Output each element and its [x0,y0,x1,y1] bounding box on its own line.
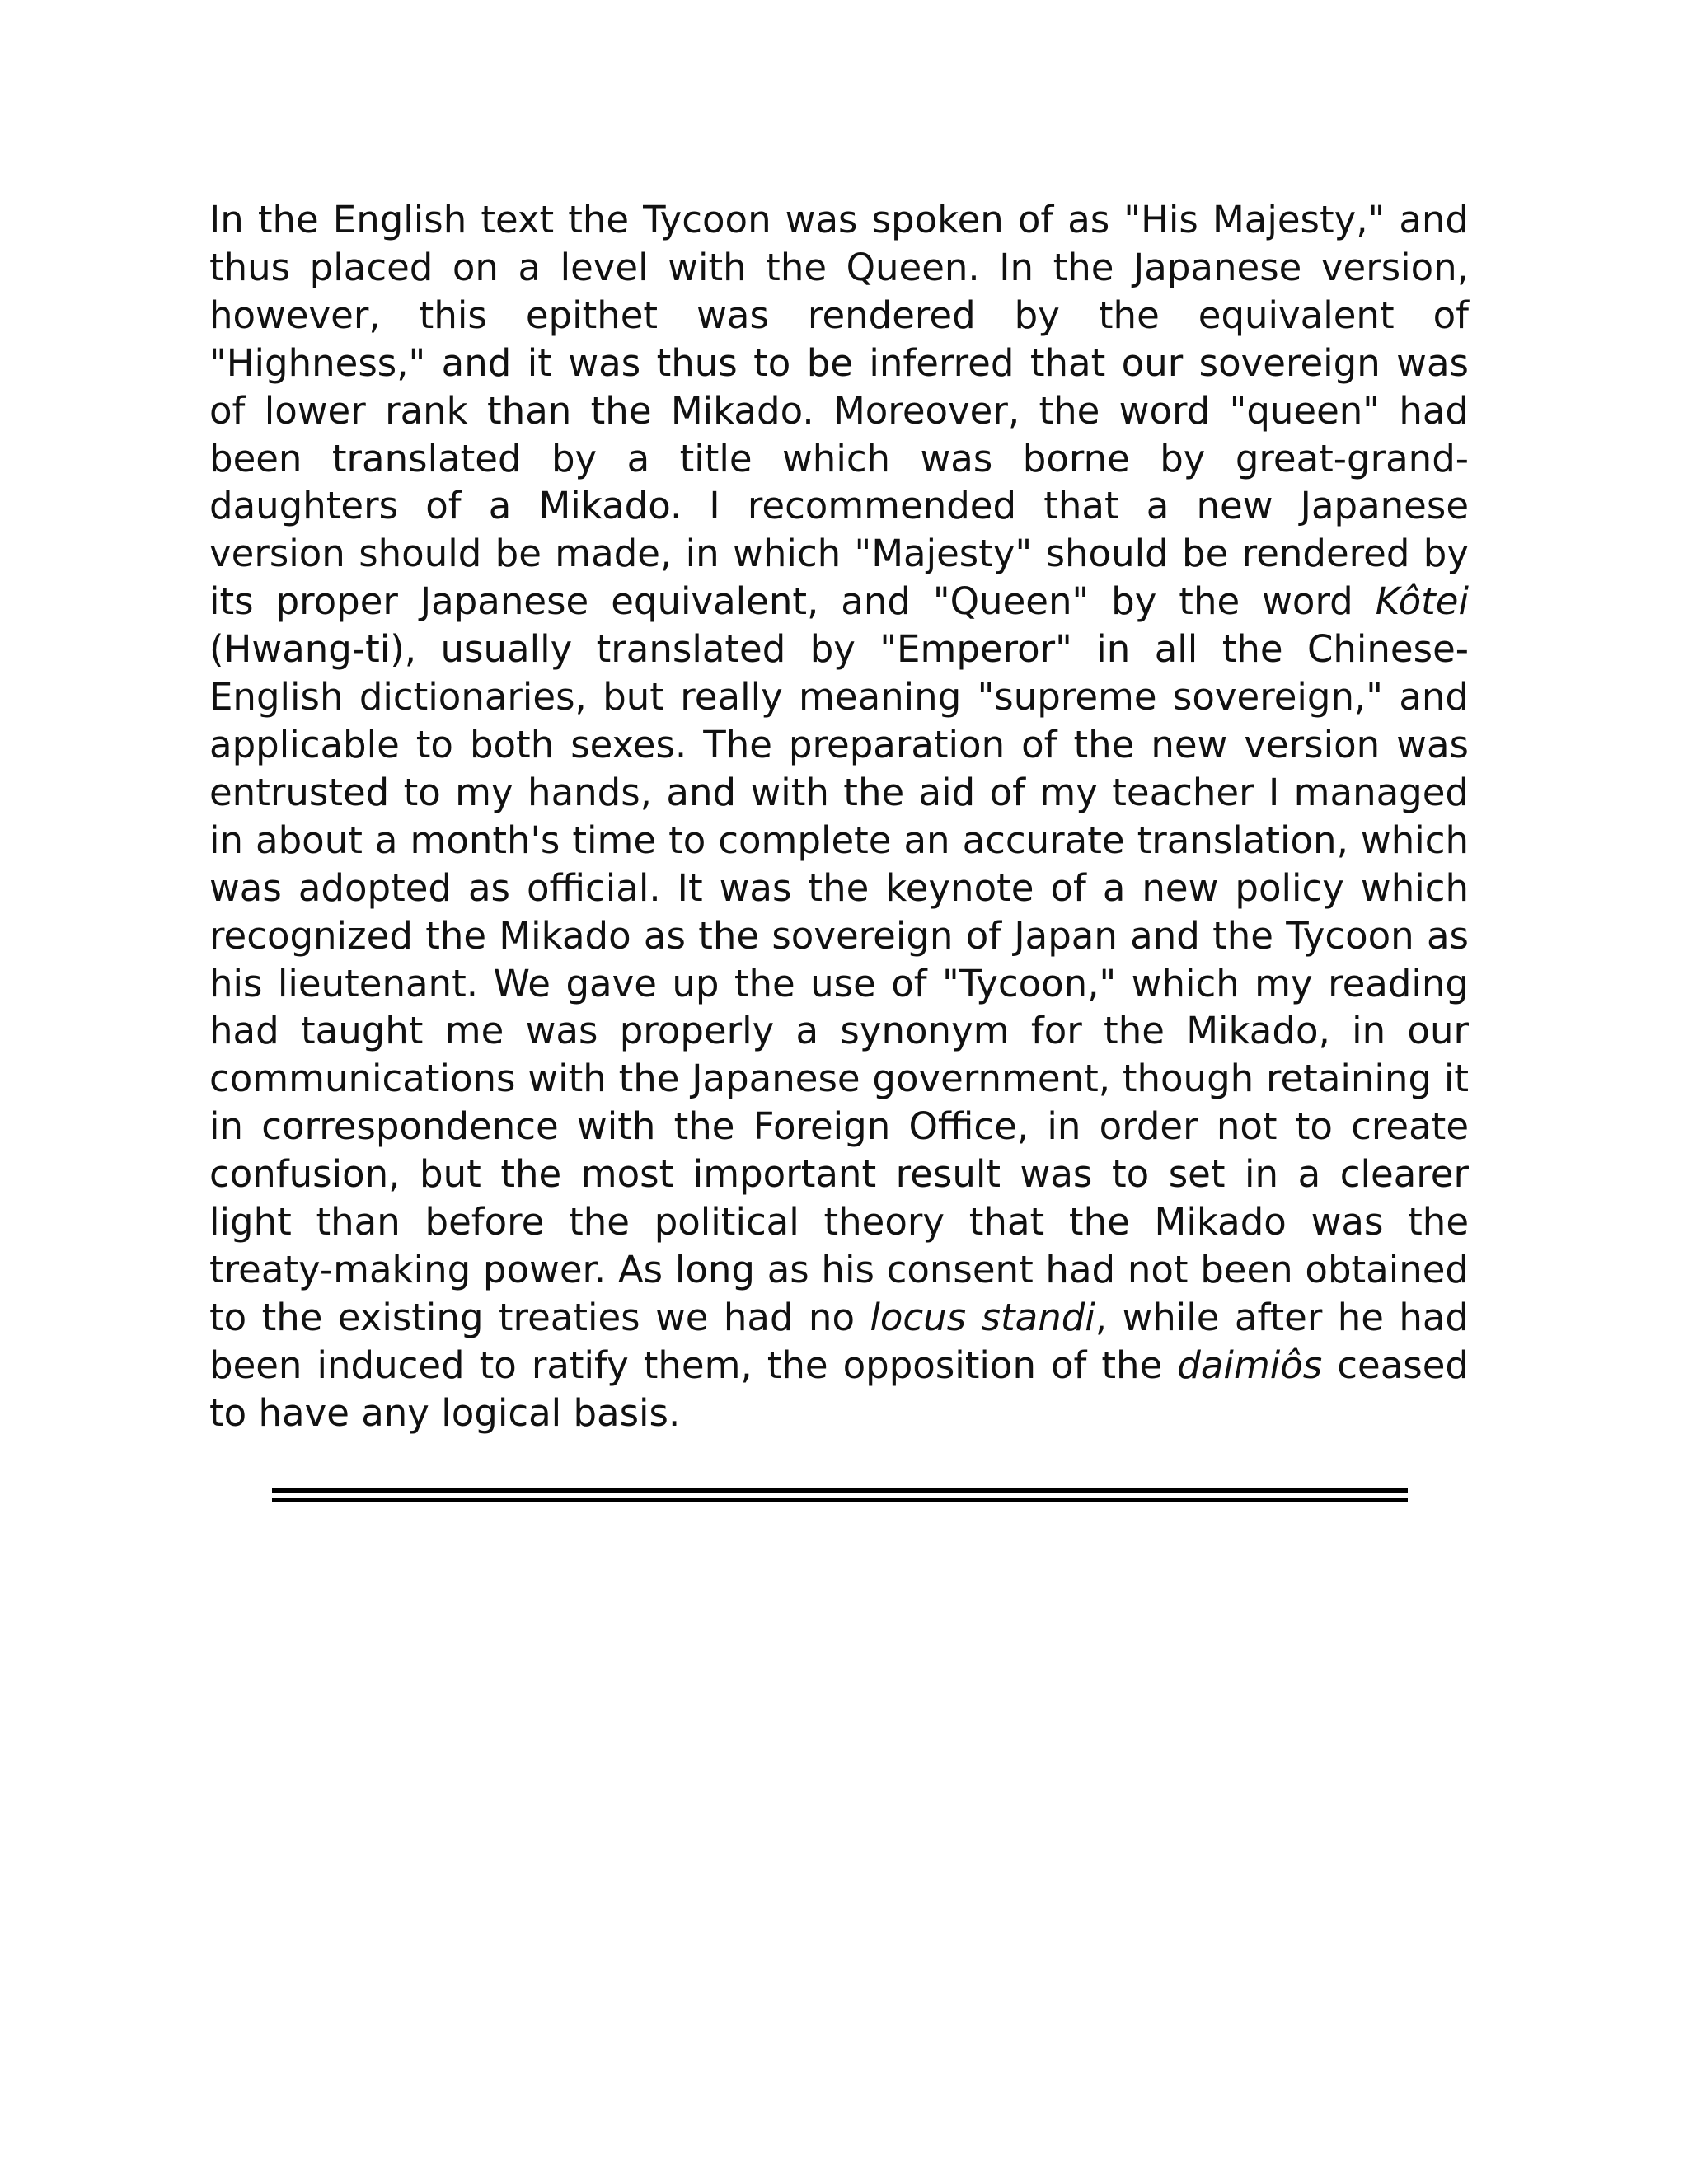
italic-term-locus-standi: locus standi [870,1295,1095,1339]
double-rule-divider [272,1488,1408,1502]
divider-line-top [272,1488,1408,1493]
paragraph-text-4: ceased to have any logical basis. [209,1343,1469,1435]
divider-line-bottom [272,1498,1408,1502]
italic-term-kotei: Kôtei [1375,579,1469,624]
body-paragraph [209,196,1469,1437]
paragraph-text-1: In the English text the Tycoon was spoken of as "His Majesty," and thus placed on a level with the Queen. In the Japanese version, however, this epithet was rendered by the equivalent of "Highness," and it was thus to be inferred that our sovereign was of lower rank than the Mikado. Moreover, the word "queen" had been translated by a title which was borne by great-grand-daughters of a Mikado. I recommended that a new Japanese version should be made, in which "Majesty" should be rendered by its proper Japanese equivalent, and "Queen" by the word [209,198,1469,624]
paragraph-text-3: , while after he had been induced to ratify them, the opposition of the [209,1295,1469,1387]
italic-term-daimios: daimiôs [1177,1343,1323,1387]
paragraph-text-2: (Hwang-ti), usually translated by "Emperor" in all the Chinese-English dictionaries, but really meaning "supreme sovereign," and applicable to both sexes. The preparation of the new version was entrusted to my hands, and with the aid of my teacher I managed in about a month's time to complete an accurate translation, which was adopted as official. It was the keynote of a new policy which recognized the Mikado as the sovereign of Japan and the Tycoon as his lieutenant. We gave up the use of "Tycoon," which my reading had taught me was properly a synonym for the Mikado, in our communications with the Japanese government, though retaining it in correspondence with the Foreign Office, in order not to create confusion, but the most important result was to set in a clearer light than before the political theory that the Mikado was the treaty-making power. As long as his consent had not been obtained to the existing treaties we had no [209,627,1469,1339]
